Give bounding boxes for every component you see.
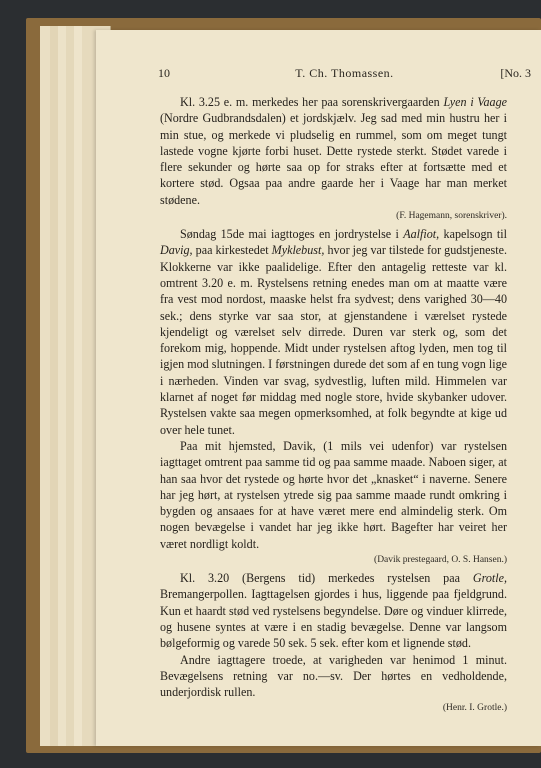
signature: (F. Hagemann, sorenskriver). (396, 211, 507, 222)
paragraph (160, 652, 507, 701)
signature: (Davik prestegaard, O. S. Hansen.) (374, 555, 507, 566)
paragraph (160, 226, 507, 438)
place-name: Myklebust, (271, 243, 325, 258)
text-run: kapelsogn til (439, 227, 508, 242)
text-run: Paa mit hjemsted, Davik, (1 mils vei udenfor) var rystelsen iagttaget omtrent paa samme tid og paa samme maade. Naboen siger, at han saa hvor det rystede og hørte hvor det „knasket“ i naverne. Senere har jeg hørt, at rystelsen ytrede sig paa samme maade rundt omkring i bygden og ansaaes for at have været mere end almindelig sterk. Om nogen bevægelse i vandet har jeg ikke hørt. Bagefter har veiret her været nordligt koldt. (160, 438, 507, 551)
place-name: Grotle, (472, 571, 507, 586)
paragraph (160, 438, 507, 552)
running-header (158, 66, 531, 82)
text-run: Bremangerpollen. Iagttagelsen gjordes i hus, liggende paa fjeldgrund. Kun et haardt stød ved rystelsens begyndelse. Døre og vinduer klirrede, og husene syntes at være i en stadig bevægelse. Denne var langsom bølgeformig og varede 50 sek. 5 sek. efter kom et lignende stød. (160, 587, 507, 651)
paragraph (160, 94, 507, 208)
text-run: paa kirkestedet (192, 243, 272, 258)
paragraph (160, 570, 507, 651)
text-run: hvor jeg var tilstede for gudstjeneste. Klokkerne var ikke paalidelige. Efter den antagelig retteste var kl. omtrent 3.20 e. m. Rystelsens retning enedes man om at maatte være fra vest mod nordost, maaske helst fra sydvest; dens varighed 30—40 sek.; dens styrke var saa stor, at gjenstandene i værelset rystede kjendeligt og værelset selv dirrede. Duren var sterk og, som det forekom mig, hoppende. Midt under rystelsen aftog lyden, men tog til igjen mod slutningen. I førstningen durede det som af en tung vogn lige i nærheden. Vinden var svag, sydvestlig, luften mild. Himmelen var klarnet af noget før middag med nogle store, hvide skybanker udover. Rystelsen vakte saa megen opmerksomhed, at folk begyndte at kige ud over hele tunet. (160, 243, 507, 437)
body-text (160, 94, 507, 718)
place-name: Aalfiot, (403, 227, 440, 242)
running-title: T. Ch. Thomassen. (295, 66, 394, 80)
text-run: (Nordre Gudbrandsdalen) et jordskjælv. Jeg sad med min hustru her i min stue, og merkede vi pludselig en rummel, som om meget tungt lastede vogne kjørte forbi huset. Dette rystede sterkt. Stødet varede i flere sekunder og hørte saa op for straks efter at fortsætte med et kortere stød. Ogsaa paa andre gaarde her i Vaage har man merket stødene. (160, 111, 507, 207)
signature: (Henr. I. Grotle.) (442, 703, 507, 714)
text-run: Kl. 3.20 (Bergens tid) merkedes rystelsen paa (180, 571, 473, 586)
page-number: 10 (158, 66, 170, 80)
text-run: Søndag 15de mai iagttoges en jordrystelse i (180, 227, 404, 242)
issue-number: [No. 3 (500, 66, 531, 80)
text-run: Kl. 3.25 e. m. merkedes her paa sorenskrivergaarden (180, 95, 444, 109)
place-name: Lyen i Vaage (443, 95, 507, 109)
place-name: Davig, (160, 243, 193, 258)
text-run: Andre iagttagere troede, at varigheden var henimod 1 minut. Bevægelsens retning var no.—sv. Der hørtes en vedholdende, underjordisk rullen. (160, 652, 507, 700)
book-page (96, 30, 541, 746)
